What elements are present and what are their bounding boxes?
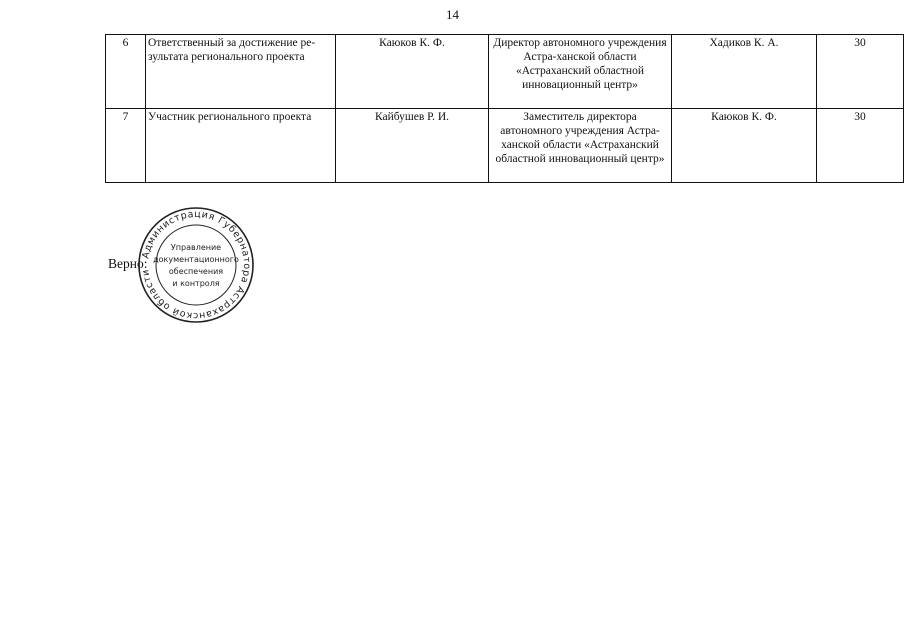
position-cell: Директор автономного учреждения Астра-ханской области «Астраханский областной инновационный центр» (489, 35, 672, 109)
supervisor-cell: Каюков К. Ф. (672, 109, 817, 183)
supervisor-cell: Хадиков К. А. (672, 35, 817, 109)
seal-inner-ring (156, 225, 236, 305)
table-row (106, 109, 904, 183)
svg-text:документационного: документационного (153, 255, 239, 264)
project-role-cell: Ответственный за достижение ре-зультата регионального проекта (146, 35, 336, 109)
verified-label: Верно: (108, 256, 148, 271)
row-number-cell: 7 (106, 109, 146, 183)
svg-text:Управление: Управление (170, 243, 222, 252)
percent-cell: 30 (817, 35, 904, 109)
official-seal-stamp (136, 205, 256, 325)
percent-cell: 30 (817, 109, 904, 183)
table-row (106, 35, 904, 109)
position-cell: Заместитель директора автономного учреждения Астра-ханской области «Астраханский областной инновационный центр» (489, 109, 672, 183)
seal-center-text (153, 243, 239, 288)
row-number-cell: 6 (106, 35, 146, 109)
person-name-cell: Каюков К. Ф. (336, 35, 489, 109)
svg-text:обеспечения: обеспечения (168, 267, 224, 276)
svg-text:и контроля: и контроля (172, 279, 220, 288)
person-name-cell: Кайбушев Р. И. (336, 109, 489, 183)
project-team-table (105, 34, 904, 183)
project-role-cell: Участник регионального проекта (146, 109, 336, 183)
page-number: 14 (446, 7, 459, 22)
seal-ring-text: Администрация Губернатора Астраханской области (140, 208, 253, 322)
